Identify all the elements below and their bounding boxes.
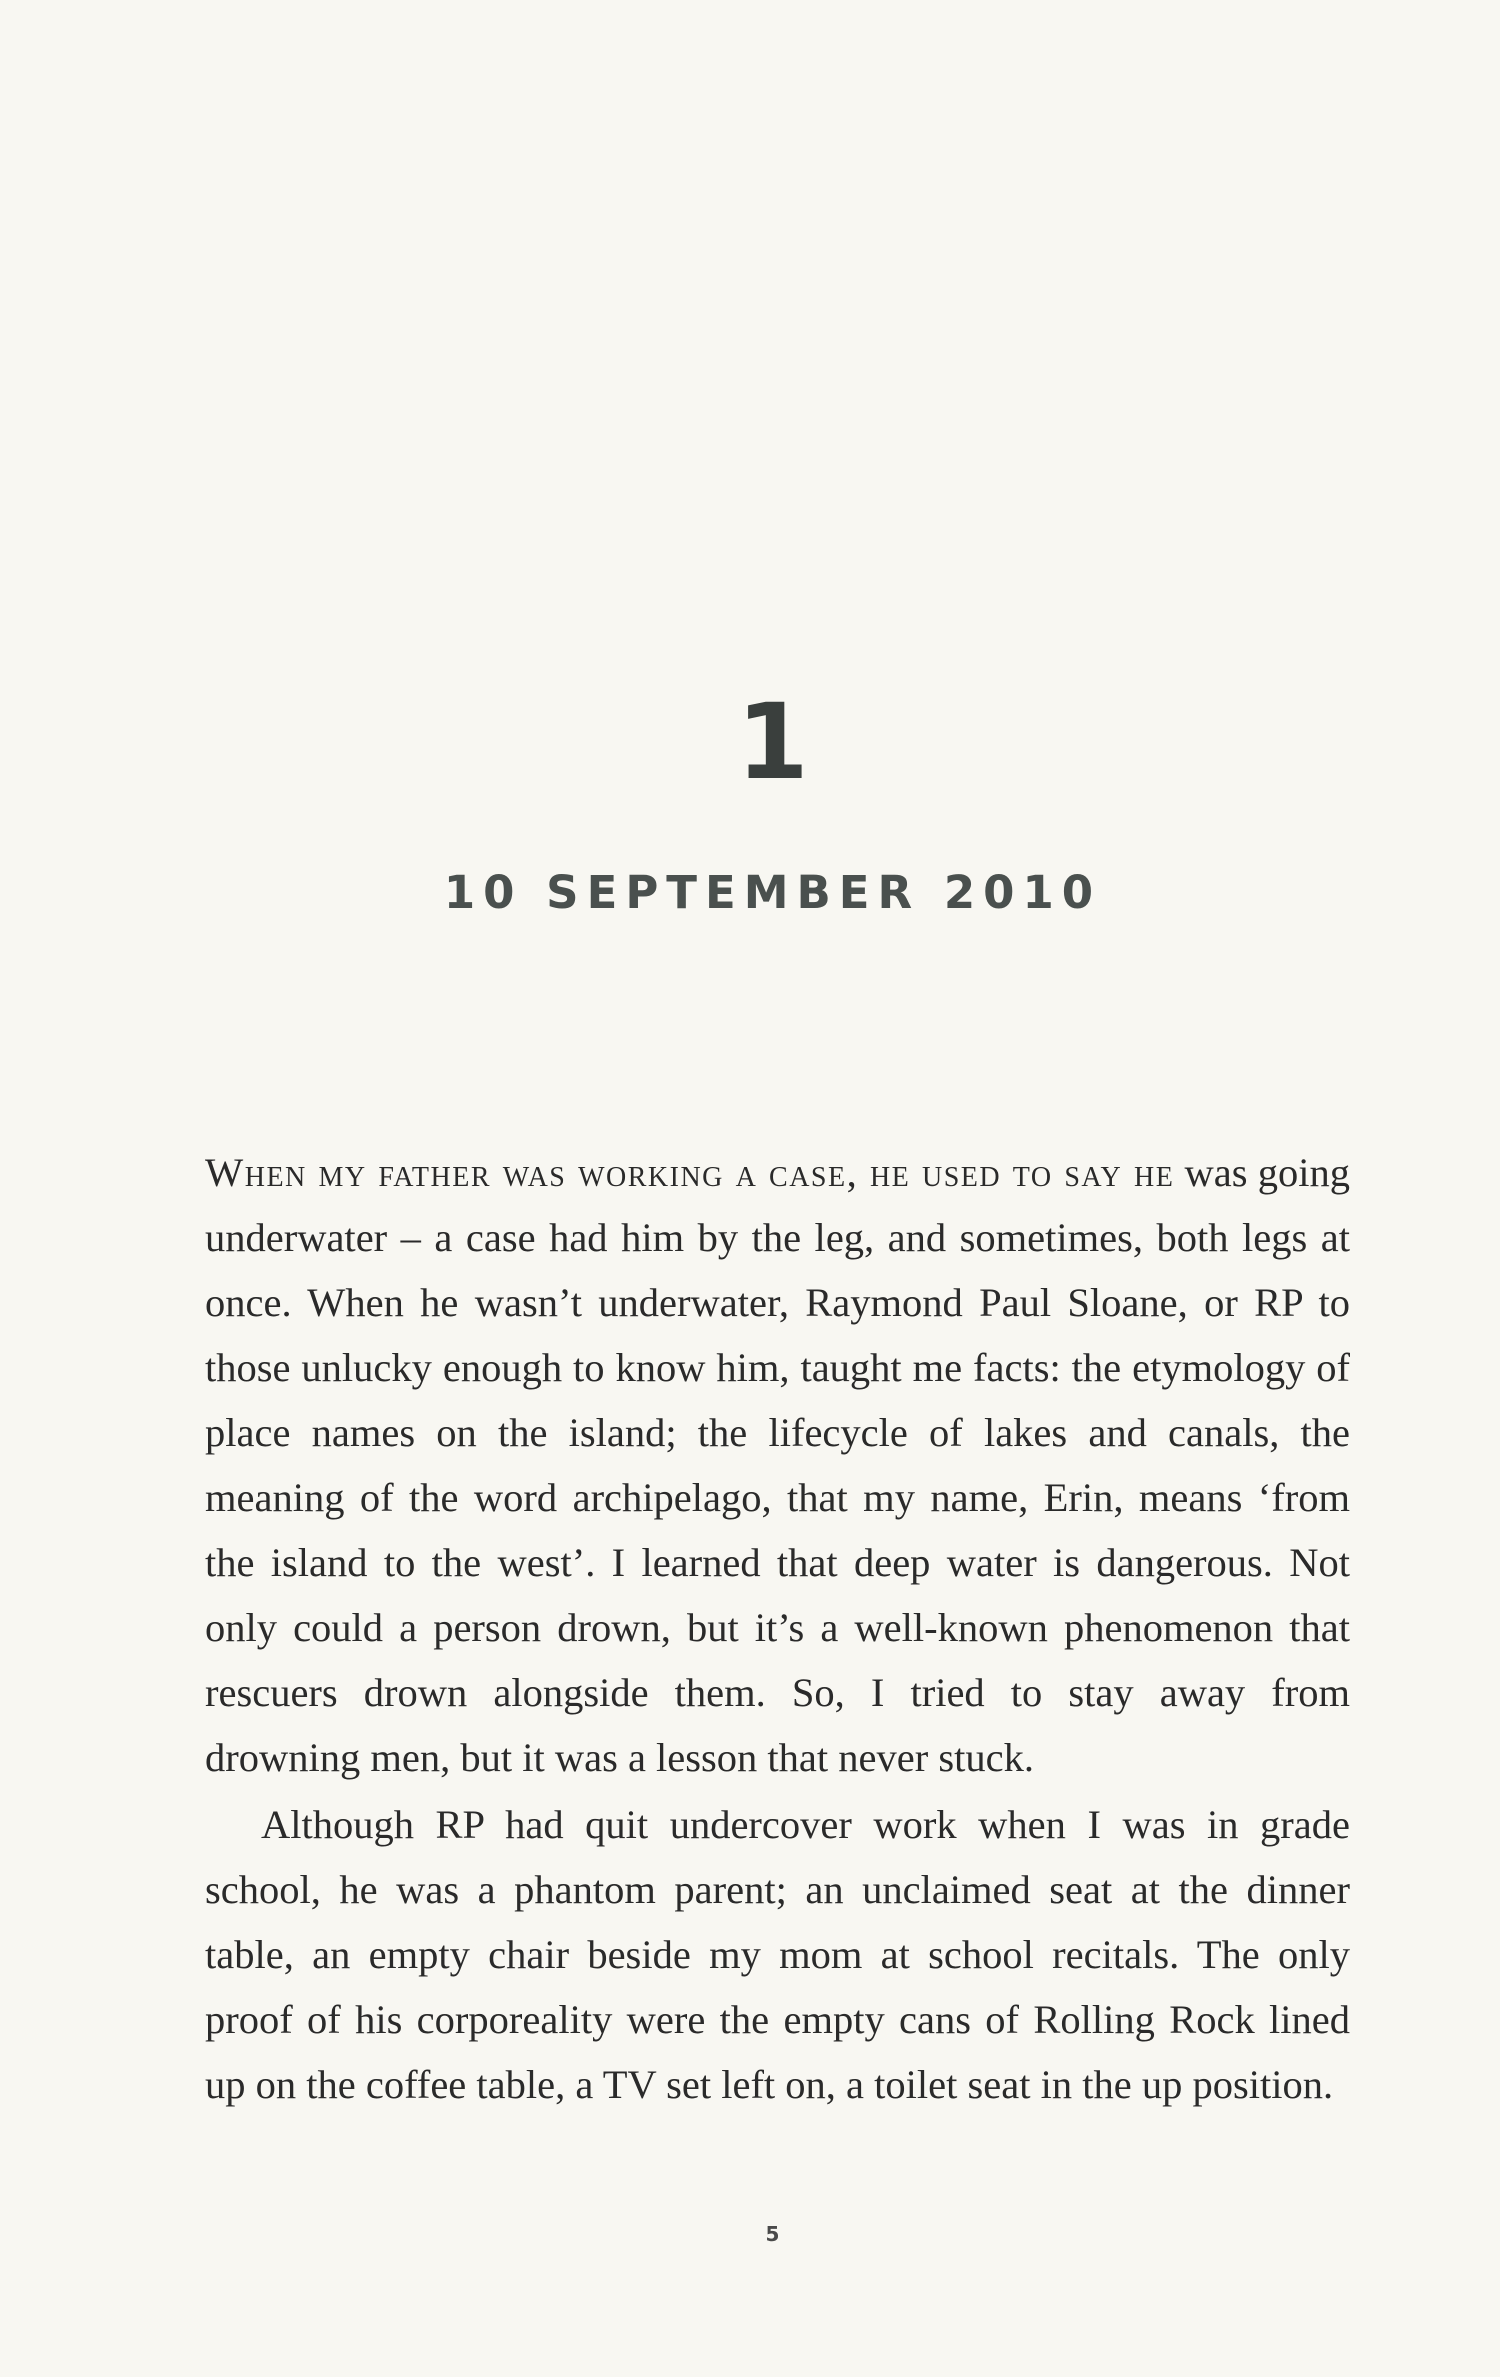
paragraph-2: Although RP had quit undercover work when I was in grade school, he was a phantom parent; an unclaimed seat at the dinner table, an empty chair beside my mom at school recitals. The only proof of his corporeality were the empty cans of Rolling Rock lined up on the coffee table, a TV set left on, a toilet seat in the up position. <box>205 1802 1350 2107</box>
chapter-body <box>205 1140 1350 2117</box>
paragraph-1-text: was going underwater – a case had him by the leg, and sometimes, both legs at once. When he wasn’t underwater, Raymond Paul Sloane, or RP to those unlucky enough to know him, taught me facts: the etymology of place names on the island; the lifecycle of lakes and canals, the meaning of the word archipelago, that my name, Erin, means ‘from the island to the west’. I learned that deep water is dangerous. Not only could a person drown, but it’s a well-known phenomenon that rescuers drown alongside them. So, I tried to stay away from drowning men, but it was a lesson that never stuck. <box>205 1150 1350 1780</box>
page-number: 5 <box>765 2222 780 2246</box>
paragraph-1 <box>205 1140 1350 1790</box>
paragraph-lead-in: When my father was working a case, he used to say he <box>205 1150 1175 1195</box>
chapter-number: 1 <box>736 681 809 803</box>
chapter-date: 10 SEPTEMBER 2010 <box>443 866 1102 919</box>
